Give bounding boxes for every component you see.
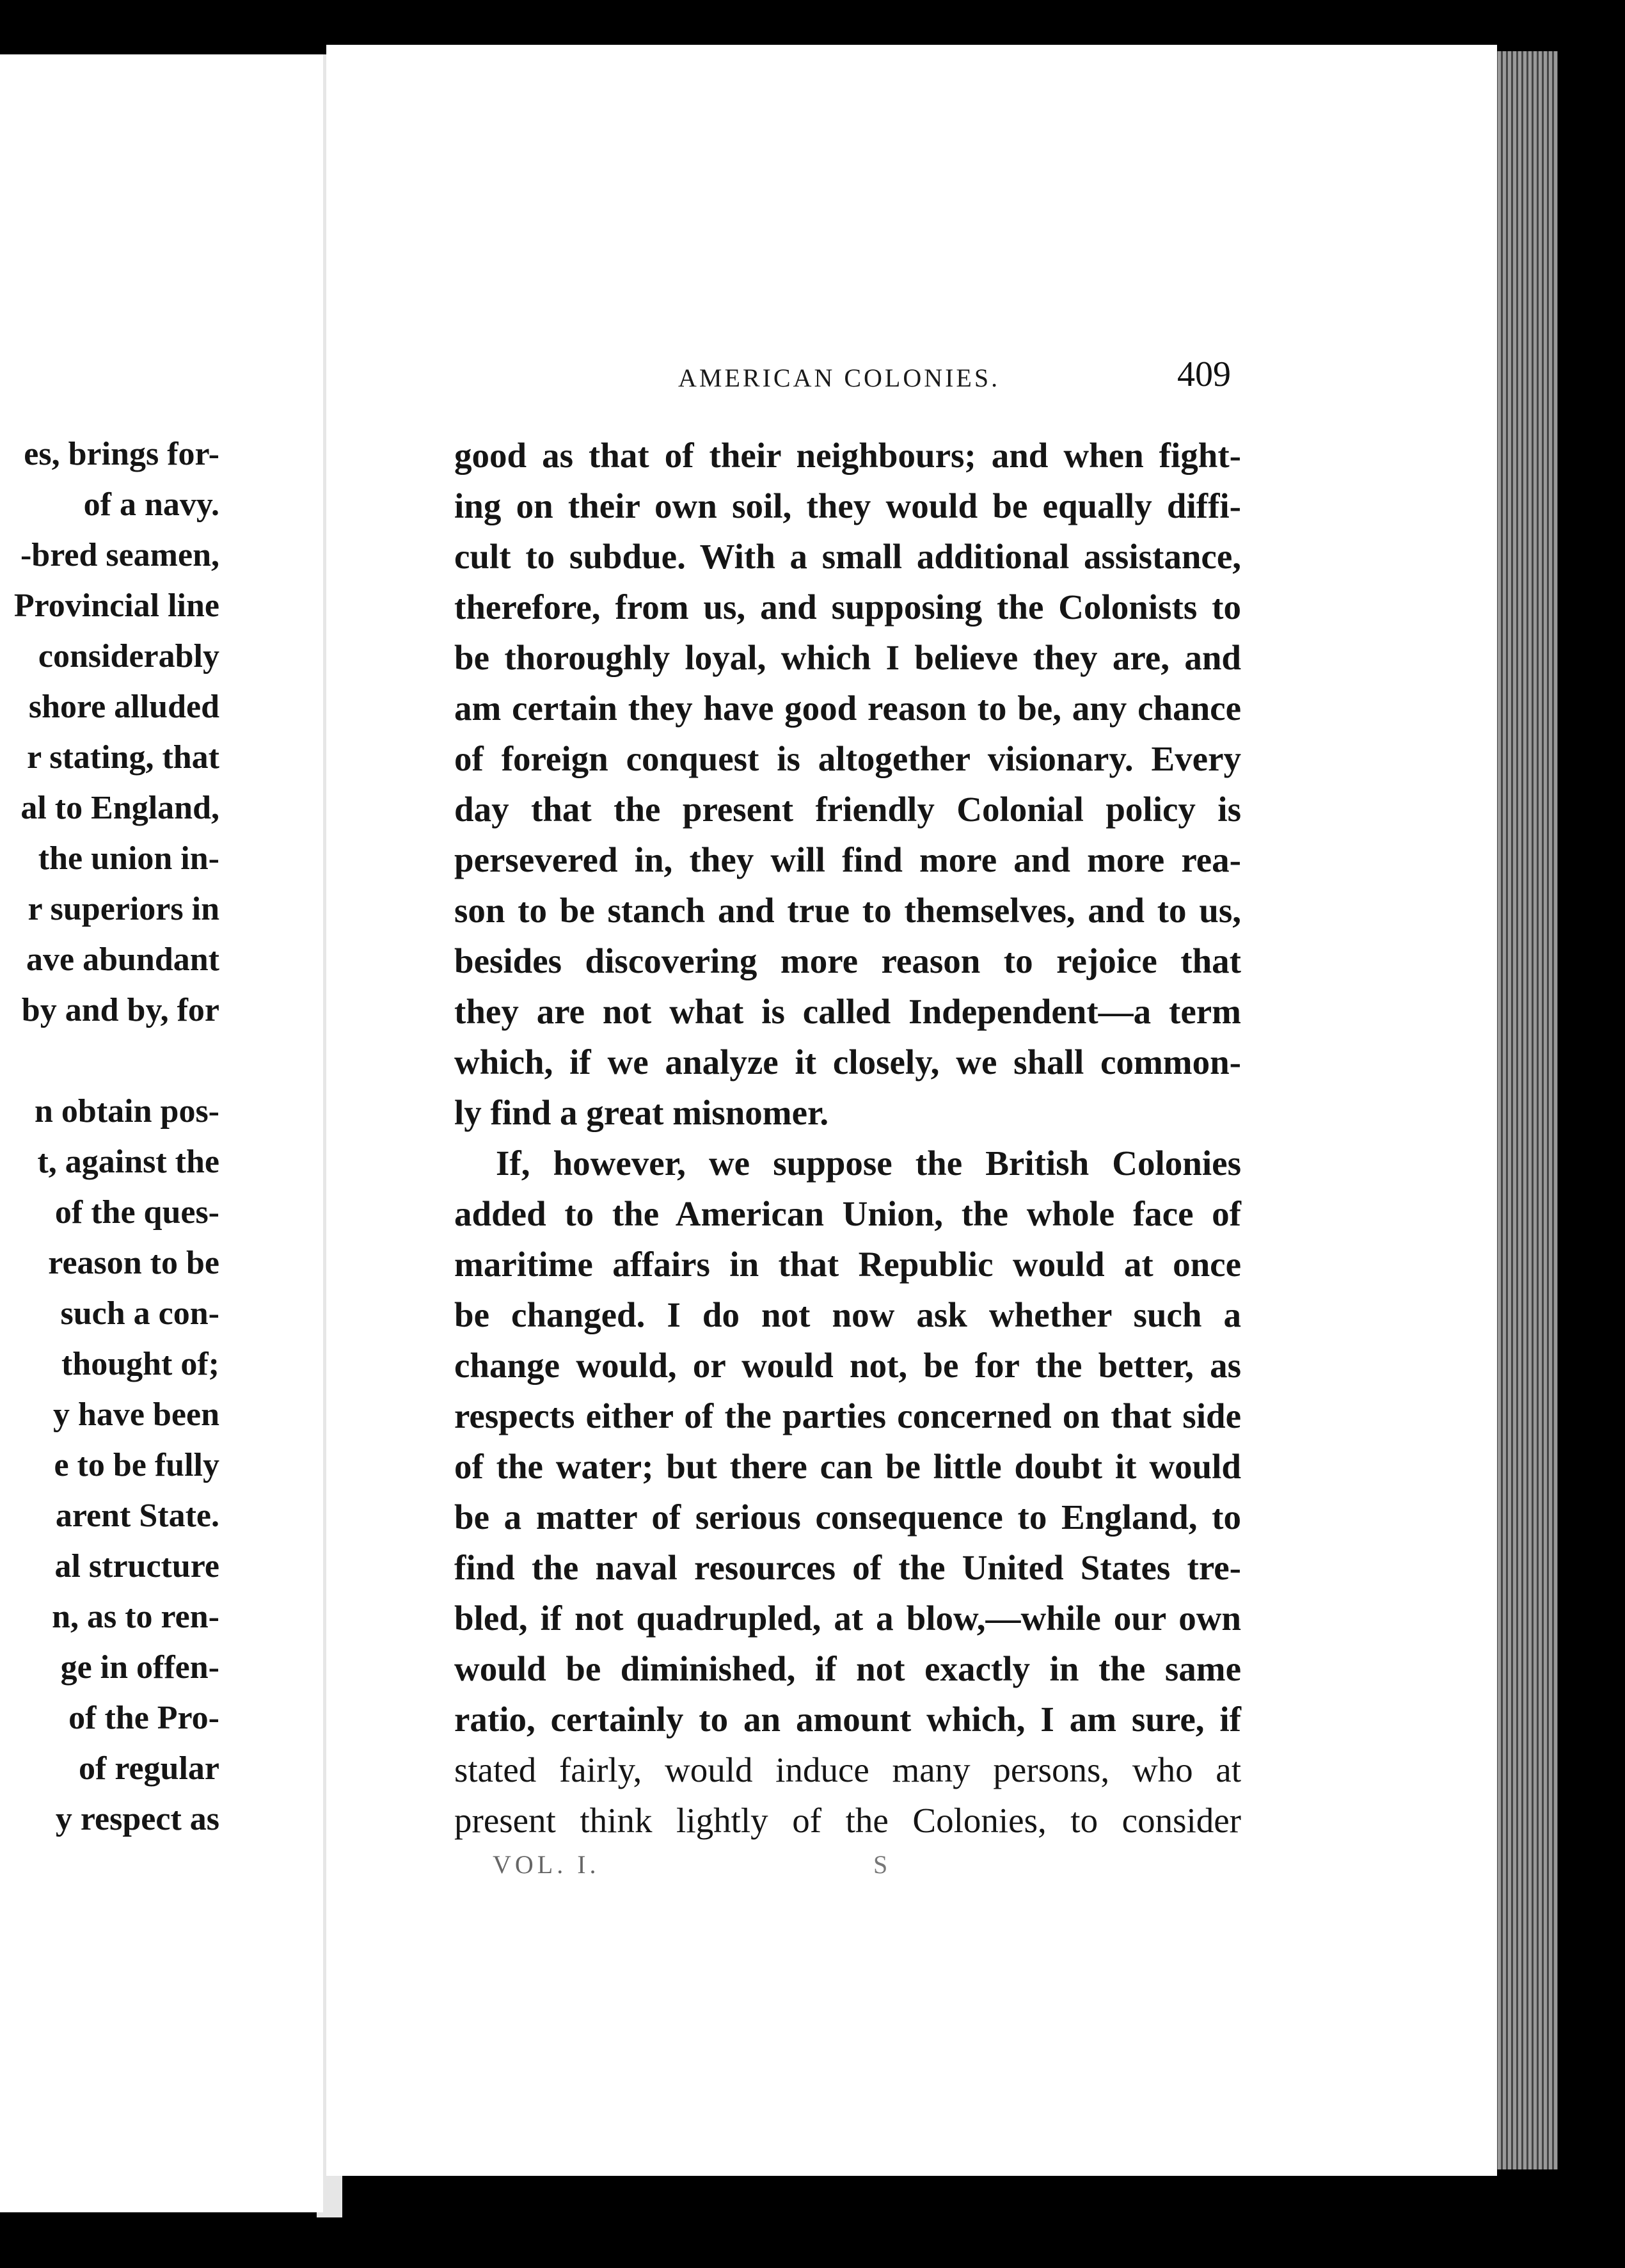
left-page-line: shore alluded [28,689,219,725]
body-text-line: son to be stanch and true to themselves, and to us, [454,891,1241,930]
left-page-line: y respect as [55,1801,219,1837]
left-page-line: of regular [79,1750,219,1787]
body-text-line: added to the American Union, the whole face of [454,1194,1241,1233]
paragraph-start-line: If, however, we suppose the British Colonies [496,1144,1241,1183]
left-page-line: es, brings for- [24,436,219,472]
body-text-line: would be diminished, if not exactly in the same [454,1649,1241,1688]
body-text-line: persevered in, they will find more and more rea- [454,840,1241,879]
body-text-line: maritime affairs in that Republic would at once [454,1245,1241,1284]
left-page-line: y have been [53,1396,219,1433]
body-text-line: ratio, certainly to an amount which, I am sure, if [454,1700,1241,1739]
left-page-line: t, against the [37,1144,219,1180]
body-text-line: stated fairly, would induce many persons, who at [454,1750,1241,1789]
left-page-line: ave abundant [26,941,219,978]
left-page-line: considerably [38,638,219,675]
left-page-line: of a navy. [83,486,219,523]
left-page-line: of the ques- [54,1194,219,1231]
left-page-line: the union in- [38,840,219,877]
body-text-line: ly find a great misnomer. [454,1093,829,1132]
left-page [0,54,323,2212]
body-text-line: change would, or would not, be for the better, as [454,1346,1241,1385]
body-text-line: respects either of the parties concerned on that side [454,1396,1241,1435]
body-text-line: therefore, from us, and supposing the Colonists to [454,587,1241,627]
body-text-line: present think lightly of the Colonies, to consider [454,1801,1241,1840]
body-text-line: of foreign conquest is altogether visionary. Every [454,739,1241,778]
volume-signature: VOL. I. [493,1850,600,1879]
body-text-line: ing on their own soil, they would be equally diffi- [454,486,1241,525]
body-text-line: cult to subdue. With a small additional assistance, [454,537,1241,576]
body-text-line: of the water; but there can be little doubt it would [454,1447,1241,1486]
body-text-line: day that the present friendly Colonial policy is [454,790,1241,829]
left-page-line: reason to be [48,1245,219,1281]
left-page-line: n, as to ren- [52,1599,219,1635]
running-head: AMERICAN COLONIES. [678,363,1001,392]
body-text-line: be changed. I do not now ask whether such a [454,1295,1241,1334]
left-page-line: n obtain pos- [35,1093,219,1130]
left-page-line: al to England, [20,790,219,826]
body-text-line: which, if we analyze it closely, we shall common- [454,1042,1241,1082]
left-page-line: e to be fully [54,1447,219,1483]
body-text-line: find the naval resources of the United States tre- [454,1548,1241,1587]
body-text-line: bled, if not quadrupled, at a blow,—while our own [454,1599,1241,1638]
left-page-line: Provincial line [13,587,219,624]
page-number: 409 [1177,355,1231,394]
body-text-line: besides discovering more reason to rejoice that [454,941,1241,980]
left-page-line: r superiors in [28,891,219,927]
body-text-line: good as that of their neighbours; and when fight- [454,436,1241,475]
left-page-line: ge in offen- [60,1649,219,1686]
left-page-line: of the Pro- [68,1700,219,1736]
left-page-line: thought of; [61,1346,219,1382]
left-page-line: r stating, that [27,739,219,776]
left-page-line: by and by, for [21,992,219,1028]
body-text-line: be a matter of serious consequence to England, to [454,1497,1241,1537]
left-page-line: -bred seamen, [20,537,219,573]
signature-mark: S [873,1850,888,1879]
left-page-line: arent State. [55,1497,219,1534]
page-edges [1491,51,1558,2169]
left-page-line: such a con- [60,1295,219,1332]
left-page-line: al structure [54,1548,219,1585]
body-text-line: am certain they have good reason to be, any chance [454,689,1241,728]
body-text-line: be thoroughly loyal, which I believe they are, and [454,638,1241,677]
body-text-line: they are not what is called Independent—a term [454,992,1241,1031]
